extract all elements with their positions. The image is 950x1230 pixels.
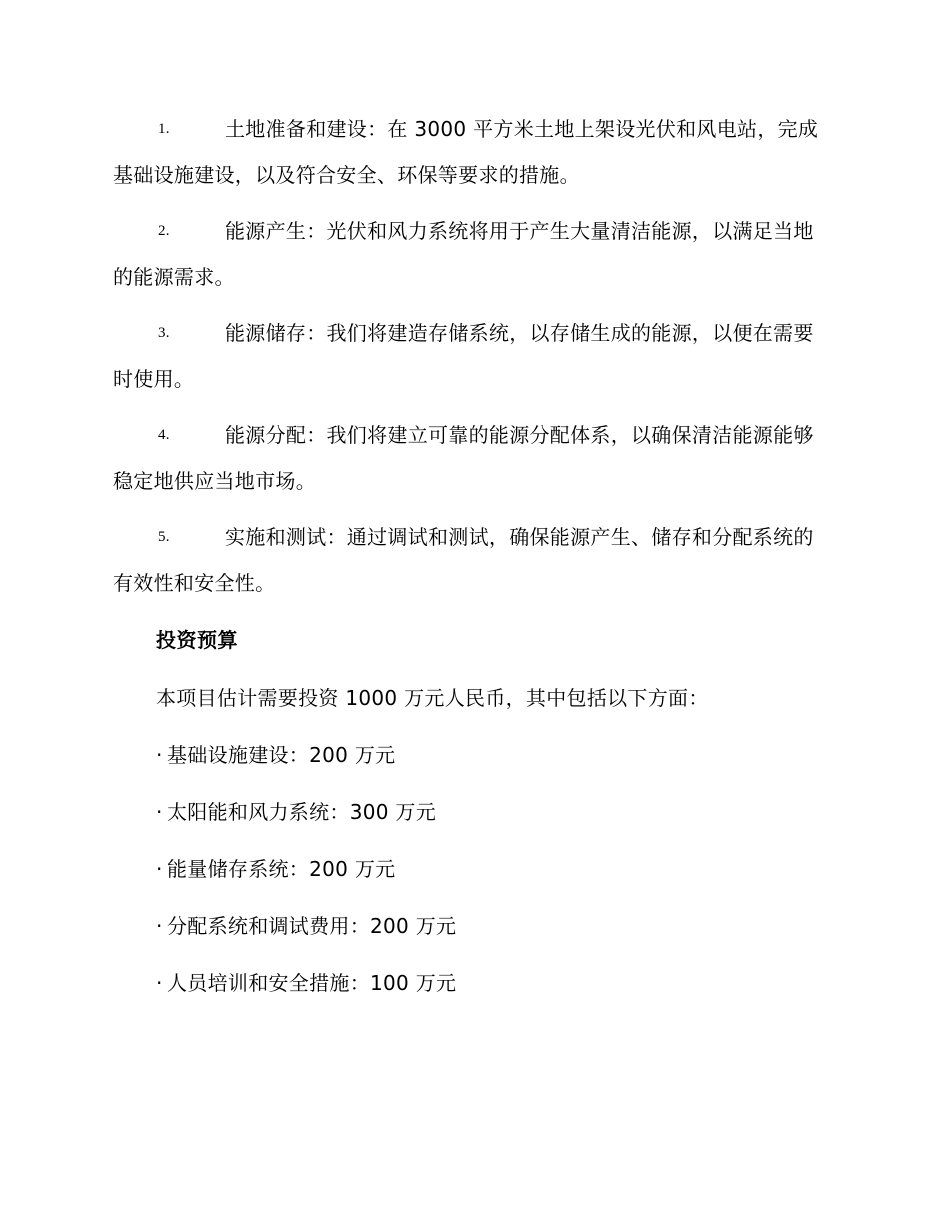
step-text: 能源产生：光伏和风力系统将用于产生大量清洁能源，以满足当地的能源需求。 (113, 219, 814, 289)
budget-item-text: 分配系统和调试费用：200 万元 (167, 914, 457, 938)
step-item-5 (113, 514, 833, 606)
budget-item (156, 965, 456, 1001)
step-item-1 (113, 106, 833, 198)
bullet-icon: · (156, 800, 163, 824)
step-number: 4. (158, 427, 170, 443)
budget-item-text: 太阳能和风力系统：300 万元 (167, 800, 437, 824)
step-number: 1. (158, 121, 170, 137)
step-text: 实施和测试：通过调试和测试，确保能源产生、储存和分配系统的有效性和安全性。 (113, 525, 814, 595)
bullet-icon: · (156, 914, 163, 938)
step-text: 能源储存：我们将建造存储系统，以存储生成的能源，以便在需要时使用。 (113, 321, 814, 391)
step-item-2 (113, 208, 833, 300)
budget-item (156, 851, 395, 887)
budget-item (156, 737, 395, 773)
bullet-icon: · (156, 857, 163, 881)
bullet-icon: · (156, 971, 163, 995)
bullet-icon: · (156, 743, 163, 767)
budget-heading: 投资预算 (156, 628, 238, 652)
step-text: 土地准备和建设：在 3000 平方米土地上架设光伏和风电站，完成基础设施建设，以及符合安全、环保等要求的措施。 (113, 117, 819, 187)
step-text: 能源分配：我们将建立可靠的能源分配体系，以确保清洁能源能够稳定地供应当地市场。 (113, 423, 814, 493)
step-item-3 (113, 310, 833, 402)
budget-item-text: 人员培训和安全措施：100 万元 (167, 971, 457, 995)
step-number: 2. (158, 223, 170, 239)
budget-item (156, 908, 456, 944)
budget-item-text: 基础设施建设：200 万元 (167, 743, 396, 767)
step-number: 3. (158, 325, 170, 341)
budget-item-text: 能量储存系统：200 万元 (167, 857, 396, 881)
budget-intro: 本项目估计需要投资 1000 万元人民币，其中包括以下方面： (156, 686, 709, 710)
step-number: 5. (158, 529, 170, 545)
step-item-4 (113, 412, 833, 504)
budget-item (156, 794, 436, 830)
